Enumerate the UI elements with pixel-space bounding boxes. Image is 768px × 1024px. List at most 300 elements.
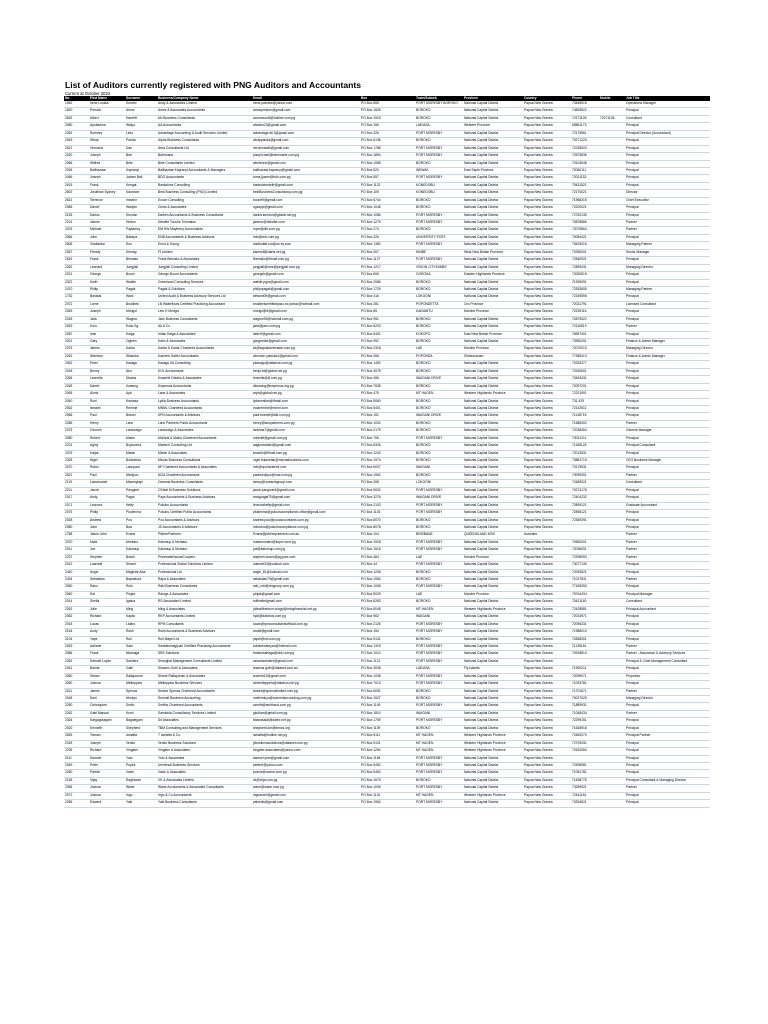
table-row [64,324,710,331]
table-cell [599,234,625,241]
table-cell: John [89,524,125,531]
table-cell: Papua New Guinea [523,220,571,227]
table-row [64,145,710,152]
table-cell: Lidaro [125,621,157,628]
table-cell: noelnimkyo@summitaccounting.com.pg [252,696,360,703]
table-row [64,167,710,174]
table-cell: 70027025 [571,696,599,703]
table-cell: PO Box 1122 [360,182,415,189]
table-cell: PO Box 1759 [360,718,415,725]
table-cell: PORT MORESBY [415,621,463,628]
table-cell: 2287 [64,331,89,338]
table-cell: Papua New Guinea [523,420,571,427]
table-cell: Cristo & Associates [157,205,252,212]
table-cell: Iridan Kaiga & Associates [157,331,252,338]
table-cell: Partner [625,643,710,650]
table-cell: 2080 [64,524,89,531]
table-cell: 2262 [64,658,89,665]
table-cell: 2070 [64,539,89,546]
table-cell: National Capital District [463,800,523,807]
table-cell: Papua New Guinea [523,696,571,703]
table-cell: PO Box 1518 [360,539,415,546]
table-cell: Branel [125,413,157,420]
table-row [64,123,710,130]
table-cell: Roo [125,242,157,249]
table-cell: Partner [625,539,710,546]
table-cell: Hetty [125,502,157,509]
table-cell: Katumup & Montaro [157,539,252,546]
table-cell: Partner [625,577,710,584]
table-cell: PO Box 226 [360,234,415,241]
table-cell: Pokuiru Certified Public Accountants [157,510,252,517]
table-cell: balthazaar.kapranyi@gmail.com [252,167,360,174]
table-cell: PO Box 1004 [360,420,415,427]
table-cell: National Capital District [463,428,523,435]
table-cell: Papua New Guinea [523,443,571,450]
table-cell: 2470 [64,286,89,293]
table-cell: National Capital District [463,458,523,465]
table-cell: Bele [125,160,157,167]
table-cell: KONEDOBU [415,190,463,197]
table-cell: Finance & Admin Manager [625,339,710,346]
table-cell: Principal [625,465,710,472]
table-cell: Jodam Bali [125,175,157,182]
table-cell: National Capital District [463,718,523,725]
table-cell: Raki Business Consultants [157,584,252,591]
table-cell: 2018 [64,621,89,628]
table-row [64,257,710,264]
table-cell: 72879022 [571,316,599,323]
table-cell: 71017841 [571,577,599,584]
table-cell: Papua New Guinea [523,331,571,338]
table-cell: Principal [625,182,710,189]
table-cell: Ruli Mapel Ltd [157,636,252,643]
table-row [64,234,710,241]
table-cell: stokes@spenoslimited.com.pg [252,688,360,695]
table-cell: PORT MORESBY [415,673,463,680]
table-cell: 2049 [64,762,89,769]
table-cell: Preston [89,108,125,115]
table-cell: Sankakunagiyoki Certified Practicing Accountants [157,643,252,650]
table-cell: MNML Chartered Accountants [157,405,252,412]
table-cell: Bari [125,153,157,160]
table-cell [599,376,625,383]
table-cell: 2041 [64,666,89,673]
table-cell: Finance & Admin Manager [625,353,710,360]
table-row [64,718,710,725]
table-cell: Kapilo [125,614,157,621]
table-cell: vingaler.associates@yahoo.com [252,748,360,755]
table-cell: 2040 [64,398,89,405]
table-cell: National Capital District [463,242,523,249]
table-cell: PO Box 326 [360,130,415,137]
table-cell: National Capital District [463,762,523,769]
table-row [64,346,710,353]
table-cell: PO Box 1810 [360,710,415,717]
table-cell: Lydia Business Accountants [157,398,252,405]
table-cell: Managing Partner [625,286,710,293]
table-cell [599,294,625,301]
table-cell: PO Box 416 [360,294,415,301]
table-cell: Papua New Guinea [523,718,571,725]
table-cell [599,718,625,725]
table-cell: Papua New Guinea [523,101,571,108]
table-cell: Kamasa [125,398,157,405]
table-cell: 2066 [64,160,89,167]
table-cell: VK & Associates Limited [157,777,252,784]
table-cell: Advantage Accounting & Audit Services Limited [157,130,252,137]
table-cell: PORT MORESBY [415,547,463,554]
table-cell: 2632 [64,115,89,122]
table-cell: 72579836 [571,153,599,160]
table-cell: Papua New Guinea [523,264,571,271]
table-cell: PO Box 5111 [360,733,415,740]
table-cell [599,562,625,569]
table-cell: Papua New Guinea [523,472,571,479]
table-cell: 2466 [64,175,89,182]
table-cell: Western Highlands Province [463,740,523,747]
table-cell: Ff Limited [157,249,252,256]
table-cell: SBS Solutions [157,651,252,658]
table-cell: gkullum@gmail.com.pg [252,710,360,717]
table-cell: Joshua [89,792,125,799]
table-cell [599,524,625,531]
table-cell: RKP Accountants Limited [157,614,252,621]
table-cell: PO Box 1380 [360,242,415,249]
table-cell: Joseph [89,309,125,316]
table-cell: National Capital District [463,153,523,160]
table-cell: rsitlimitedgmail.com [252,599,360,606]
table-cell: PO Box 1109 [360,725,415,732]
table-cell: Pagai [125,495,157,502]
table-cell: PO Box 5101 [360,740,415,747]
table-cell: KIMBE [415,249,463,256]
table-cell: Consultant [625,480,710,487]
table-cell [599,108,625,115]
table-row [64,376,710,383]
table-cell: Papua New Guinea [523,205,571,212]
table-cell: National Capital District [463,562,523,569]
table-cell: Papua New Guinea [523,651,571,658]
table-cell: BOROKO [415,577,463,584]
table-cell: 2231 [64,443,89,450]
table-cell: Wabile [125,279,157,286]
table-cell: Papua New Guinea [523,658,571,665]
table-cell: 73041211 [571,435,599,442]
table-cell: WAIGANI [415,465,463,472]
table-cell: PO Box 855 [360,101,415,108]
table-cell: Bankshine Consulting [157,182,252,189]
table-row [64,450,710,457]
table-row [64,495,710,502]
table-row [64,755,710,762]
table-cell: 71701671 [571,688,599,695]
table-cell [599,740,625,747]
table-cell: PO Box 1127 [360,257,415,264]
table-cell: PO Box 1085 [360,160,415,167]
table-cell: Pou Accountants & Advisors [157,517,252,524]
table-cell: 71990211 [571,666,599,673]
table-cell: Smiths Chartered Accountants [157,703,252,710]
table-cell: 2086 [64,651,89,658]
table-cell [599,346,625,353]
table-cell: PO Box 5002 [360,487,415,494]
table-cell: Papua New Guinea [523,569,571,576]
table-cell: PO Box 85 [360,309,415,316]
table-cell: National Capital District [463,599,523,606]
table-cell: Terrence [89,197,125,204]
table-cell: 72099071 [571,673,599,680]
table-cell: PO Box 1048 [360,205,415,212]
table-cell: Shawns Guth & Associates [157,666,252,673]
table-cell: Papua New Guinea [523,666,571,673]
table-cell: Yaki Business Consultants [157,800,252,807]
table-cell: wlendon.yalsuka1@gmail.com [252,353,360,360]
table-cell: Barrimane [157,153,252,160]
table-row [64,108,710,115]
table-cell: Harriett [125,115,157,122]
table-cell: MT HAGEN [415,391,463,398]
table-cell: National Capital District [463,621,523,628]
table-row [64,398,710,405]
table-cell: 73099301 [571,472,599,479]
table-cell [599,331,625,338]
table-row [64,205,710,212]
table-cell [599,495,625,502]
table-cell: 72235003 [571,145,599,152]
table-row [64,651,710,658]
table-cell: PORT MORESBY [415,703,463,710]
table-cell: PO Box 1679 [360,777,415,784]
table-cell: Principal [625,138,710,145]
table-cell: 72050519 [571,272,599,279]
table-cell: 71148715 [571,413,599,420]
table-cell: 2080 [64,123,89,130]
table-cell: 2328 [64,458,89,465]
table-cell: 2049 [64,138,89,145]
table-cell: PO Box 706 [360,435,415,442]
table-cell: PO Box 962 [360,614,415,621]
table-cell: Eastern Highlands Province [463,272,523,279]
table-cell: Papua New Guinea [523,777,571,784]
table-cell: NP Chartered Accountants & Associates [157,465,252,472]
table-cell: PO Box 3038 [360,666,415,673]
table-cell: Yaki [125,800,157,807]
table-cell: PORT MORESBY [415,762,463,769]
table-cell: 2011 [64,688,89,695]
table-cell: Mediyuo [125,472,157,479]
table-cell: 71048434 [571,710,599,717]
table-cell: Papua New Guinea [523,577,571,584]
table-cell: Ming [125,606,157,613]
table-cell [599,264,625,271]
table-row [64,138,710,145]
table-cell: PO Box 520 [360,167,415,174]
table-cell: George Bourn Accountants [157,272,252,279]
table-cell: joe@katumup.com.pg [252,547,360,554]
table-cell: 2057 [64,249,89,256]
table-cell: stephen.bosch@pg.pwc.com [252,554,360,561]
table-cell: National Capital District [463,755,523,762]
table-cell: 2265 [64,376,89,383]
table-cell [599,777,625,784]
table-cell: 72899431 [571,264,599,271]
table-cell: Western Highlands Province [463,606,523,613]
table-cell: GOROKA [415,272,463,279]
table-cell: Partner - Assurance & Advisory Services [625,651,710,658]
table-cell: Noel [89,696,125,703]
table-cell: WAIGANI DRIVE [415,495,463,502]
table-cell: Papua New Guinea [523,167,571,174]
table-cell: BOROKO [415,279,463,286]
table-cell: AA Accountants [157,123,252,130]
table-cell: paul.bramel@kllk.com.pg [252,413,360,420]
table-cell: PO Box 3276 [360,495,415,502]
table-cell: Kasagu IIA Consulting [157,361,252,368]
table-row [64,458,710,465]
table-row [64,480,710,487]
table-cell: Jack [89,316,125,323]
table-cell: Principal [625,383,710,390]
table-cell: Mark [89,539,125,546]
table-cell: 2605 [64,242,89,249]
table-cell: ripkl@datahos.com.pg [252,614,360,621]
table-cell: 2080 [64,435,89,442]
table-cell: accmcworld@hotline.com.pg [252,115,360,122]
table-cell: iamatta@hotline.net.pg [252,733,360,740]
table-cell: amospreston@gmail.com [252,108,360,115]
table-cell: Papua New Guinea [523,554,571,561]
table-cell: Pinjao [125,591,157,598]
table-cell: BOROKO [415,361,463,368]
table-cell: info@npchartered.com [252,465,360,472]
table-cell: Papua New Guinea [523,138,571,145]
table-cell [599,733,625,740]
table-cell: National Capital District [463,643,523,650]
table-cell [599,123,625,130]
table-row [64,339,710,346]
table-cell: Leonard [89,264,125,271]
table-cell: Partner [625,220,710,227]
table-cell: Papua New Guinea [523,286,571,293]
table-cell: 72021791 [571,301,599,308]
table-cell: PO Box 1086 [360,212,415,219]
table-cell: 69861173 [571,123,599,130]
table-cell: Partner [625,710,710,717]
table-cell: PO Box 6263 [360,599,415,606]
table-cell: Waiyo [125,123,157,130]
table-cell: National Capital District [463,279,523,286]
table-cell: Principal Consultant [625,443,710,450]
table-cell: National Capital District [463,413,523,420]
table-cell: 70271223 [571,138,599,145]
table-cell: 2075 [64,510,89,517]
table-cell: Mains [125,435,157,442]
table-cell: PO Box 7013 [360,681,415,688]
table-row [64,182,710,189]
table-row [64,413,710,420]
table-cell: Aginy [89,443,125,450]
table-cell: 72298053 [571,554,599,561]
table-cell: 2440 [64,569,89,576]
table-cell: National Capital District [463,130,523,137]
table-cell: Andy & Associates Limited [157,101,252,108]
table-cell [599,591,625,598]
table-cell: Pangioet [125,487,157,494]
table-cell: National Capital District [463,220,523,227]
table-cell [599,324,625,331]
document-title: List of Auditors currently registered with PNG Auditors and Accountants [65,80,362,90]
table-cell: National Capital District [463,584,523,591]
table-cell: BOROKO [415,227,463,234]
table-cell: Richard [89,748,125,755]
table-cell [571,524,599,531]
table-cell: 71081781 [571,770,599,777]
table-cell: T Iamatta & Co. [157,733,252,740]
table-cell: Albert [89,115,125,122]
table-cell [599,443,625,450]
table-cell: LAE/ASA [415,123,463,130]
table-cell [599,487,625,494]
table-cell: National Capital District [463,160,523,167]
table-cell [571,532,599,539]
table-cell: 72441181 [571,792,599,799]
table-cell: National Capital District [463,316,523,323]
table-cell: Principal [625,681,710,688]
table-cell: 72221901 [571,391,599,398]
table-cell: PO Box 1490 [360,361,415,368]
table-cell: 2049 [64,643,89,650]
table-cell: benju.kt@global.net.pg [252,368,360,375]
table-cell [599,681,625,688]
table-cell: Principal Manager [625,591,710,598]
table-cell: 2280 [64,770,89,777]
table-cell: ingoaccnt@gmail.com [252,792,360,799]
table-row [64,577,710,584]
table-cell: PO Box 104 [360,532,415,539]
table-cell: James [89,346,125,353]
table-cell: 2211 [64,487,89,494]
table-cell: PO Box 1121 [360,658,415,665]
table-cell: PO Box 266 [360,353,415,360]
table-cell: 71135181 [571,643,599,650]
table-cell: PO Box 6048 [360,606,415,613]
table-cell [599,205,625,212]
table-cell: brukibekcertifiedpacc.ec.yahoo@hotmail.com [252,301,360,308]
table-cell: Wane Accountants & Associated Consultants [157,785,252,792]
table-cell: Vingaler & Associates [157,748,252,755]
table-cell: James [89,688,125,695]
table-cell: Kashem Satter Accountants [157,353,252,360]
table-cell: PO Box 5203 [360,324,415,331]
table-cell: Graduate Accountant [625,502,710,509]
table-cell: bourie9@gmail.com [252,197,360,204]
table-cell: JS Accountants & Advisors [157,524,252,531]
table-row [64,710,710,717]
table-cell: 72271106 [599,115,625,122]
table-cell: 73463431 [571,376,599,383]
table-cell: Freddy [89,249,125,256]
table-cell: 72489021 [571,480,599,487]
table-cell: PO Box 5029 [360,591,415,598]
table-cell: LAE [415,346,463,353]
table-cell: Ogleen [125,339,157,346]
table-cell: National Capital District [463,688,523,695]
table-cell: BOROKO [415,517,463,524]
table-cell: Bande [89,666,125,673]
table-cell [599,242,625,249]
table-cell: Principal [625,748,710,755]
